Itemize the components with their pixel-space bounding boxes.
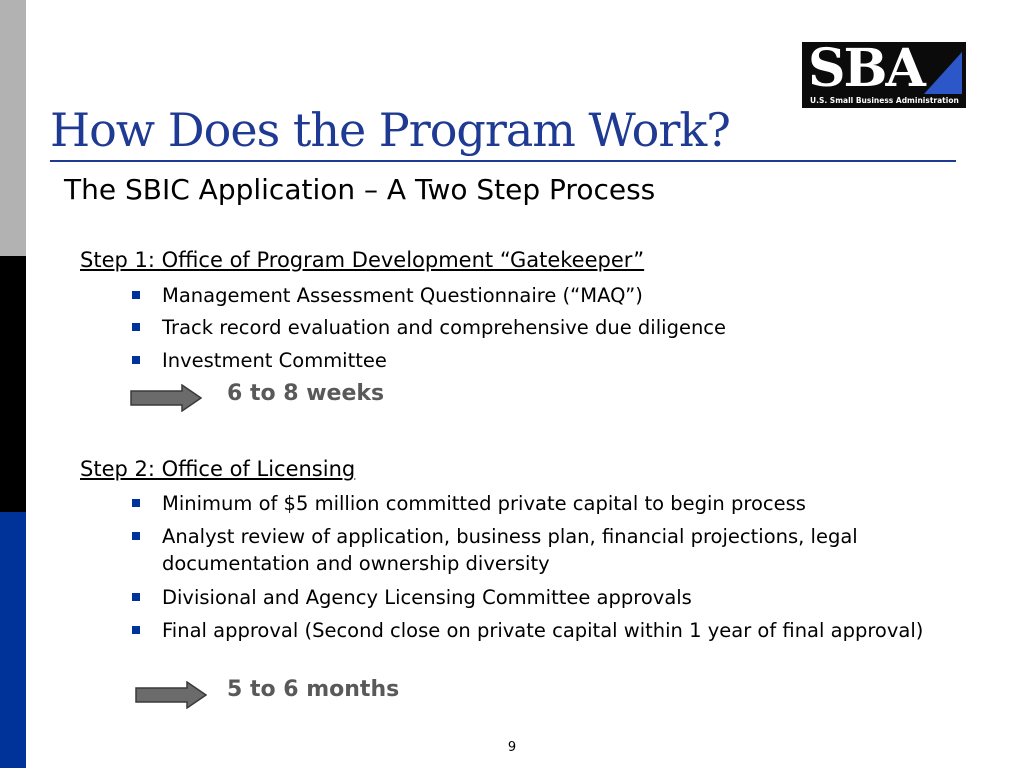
bullet-square-icon xyxy=(132,626,140,634)
slide-title: How Does the Program Work? xyxy=(50,103,730,157)
step-1-bullet: Management Assessment Questionnaire (“MAQ”) xyxy=(132,282,982,309)
step-2-bullet: Minimum of $5 million committed private capital to begin process xyxy=(132,490,982,517)
bullet-square-icon xyxy=(132,291,140,299)
step-1-bullet: Investment Committee xyxy=(132,347,982,374)
sidebar-gray-band xyxy=(0,0,26,256)
step-2-bullet: Divisional and Agency Licensing Committee approvals xyxy=(132,584,982,611)
sidebar-black-band xyxy=(0,256,26,512)
right-arrow-icon xyxy=(135,681,207,709)
bullet-square-icon xyxy=(132,593,140,601)
bullet-square-icon xyxy=(132,323,140,331)
step-2-duration: 5 to 6 months xyxy=(227,677,400,702)
sba-logo-letters: SBA xyxy=(808,38,924,99)
right-arrow-icon xyxy=(130,384,202,412)
sba-logo-subtitle: U.S. Small Business Administration xyxy=(810,96,959,105)
sidebar-blue-band xyxy=(0,512,26,768)
sba-logo xyxy=(802,38,966,108)
step-2-heading: Step 2: Office of Licensing xyxy=(80,457,356,481)
bullet-square-icon xyxy=(132,532,140,540)
step-1-bullet: Track record evaluation and comprehensive due diligence xyxy=(132,314,982,341)
title-underline-rule xyxy=(50,160,956,162)
bullet-square-icon xyxy=(132,356,140,364)
bullet-square-icon xyxy=(132,499,140,507)
step-1-heading: Step 1: Office of Program Development “Gatekeeper” xyxy=(80,248,645,272)
slide-subtitle: The SBIC Application – A Two Step Process xyxy=(64,173,656,206)
step-2-bullet: Final approval (Second close on private capital within 1 year of final approval) xyxy=(132,617,982,644)
step-2-bullet: Analyst review of application, business plan, financial projections, legal documentation and ownership diversity xyxy=(132,523,982,577)
page-number: 9 xyxy=(507,740,517,755)
step-1-duration: 6 to 8 weeks xyxy=(227,381,385,406)
